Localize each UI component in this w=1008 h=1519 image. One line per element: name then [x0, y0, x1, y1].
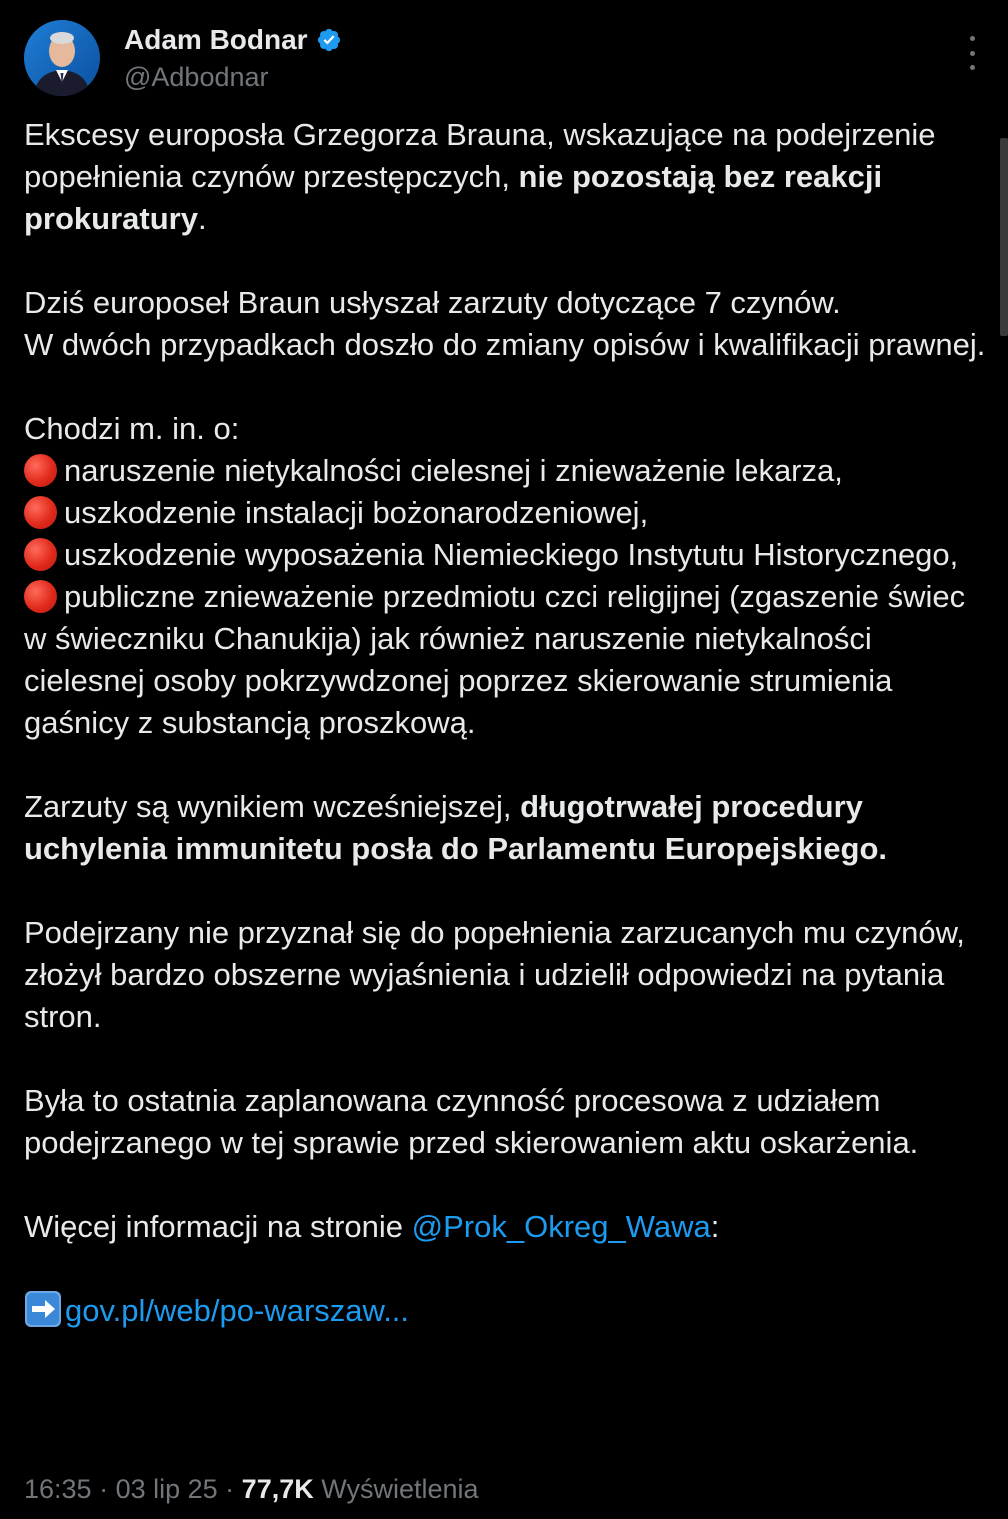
bold-text: nie pozostają bez reakcji prokuratury: [24, 159, 883, 236]
list-intro: Chodzi m. in. o:: [24, 411, 240, 446]
paragraph-4: [24, 786, 990, 870]
mention-link[interactable]: @Prok_Okreg_Wawa: [411, 1209, 711, 1244]
tweet-time[interactable]: 16:35: [24, 1474, 92, 1504]
paragraph-2: [24, 282, 990, 366]
red-circle-icon: [24, 454, 57, 487]
paragraph-text: Ekscesy europosła Grzegorza Brauna, wskazujące na podejrzenie popełnienia czynów przestępczych,: [24, 117, 936, 194]
meta-separator: ·: [91, 1474, 116, 1504]
avatar-image: [24, 20, 100, 96]
list-item: uszkodzenie wyposażenia Niemieckiego Instytutu Historycznego,: [64, 537, 959, 572]
right-arrow-icon: [24, 1290, 62, 1328]
views-label: Wyświetlenia: [313, 1474, 479, 1504]
display-name-row: [124, 22, 342, 58]
more-options-dot: [970, 51, 975, 56]
red-circle-icon: [24, 538, 57, 571]
external-link[interactable]: gov.pl/web/po-warszaw...: [65, 1293, 410, 1328]
list-item: publiczne znieważenie przedmiotu czci religijnej (zgaszenie świec w świeczniku Chanukija) jak również naruszenie nietykalności cielesnej osoby pokrzywdzonej poprzez skierowanie strumienia gaśnicy z substancją proszkową.: [24, 579, 966, 740]
paragraph-text: Zarzuty są wynikiem wcześniejszej,: [24, 789, 521, 824]
paragraph-1: [24, 114, 990, 240]
paragraph-text: Więcej informacji na stronie: [24, 1209, 412, 1244]
author-handle[interactable]: @Adbodnar: [124, 62, 269, 92]
more-options-button[interactable]: [962, 36, 982, 70]
tweet-metadata: [24, 1472, 479, 1506]
more-options-dot: [970, 65, 975, 70]
meta-separator: ·: [217, 1474, 242, 1504]
paragraph-link: [24, 1290, 990, 1332]
scrollbar[interactable]: [1000, 138, 1008, 336]
more-options-icon: [970, 36, 975, 41]
paragraph-line: Dziś europoseł Braun usłyszał zarzuty dotyczące 7 czynów.: [24, 285, 841, 320]
list-item: naruszenie nietykalności cielesnej i znieważenie lekarza,: [64, 453, 843, 488]
list-item: uszkodzenie instalacji bożonarodzeniowej,: [64, 495, 649, 530]
paragraph-end: .: [197, 201, 207, 236]
author-info: [124, 22, 342, 94]
paragraph-7: [24, 1206, 990, 1248]
paragraph-6: Była to ostatnia zaplanowana czynność procesowa z udziałem podejrzanego w tej sprawie przed skierowaniem aktu oskarżenia.: [24, 1083, 919, 1160]
paragraph-line: W dwóch przypadkach doszło do zmiany opisów i kwalifikacji prawnej.: [24, 327, 986, 362]
paragraph-5: Podejrzany nie przyznał się do popełnienia zarzucanych mu czynów, złożył bardzo obszerne wyjaśnienia i udzielił odpowiedzi na pytania stron.: [24, 915, 965, 1034]
tweet-date[interactable]: 03 lip 25: [115, 1474, 218, 1504]
red-circle-icon: [24, 496, 57, 529]
paragraph-end: :: [710, 1209, 720, 1244]
views-count[interactable]: 77,7K: [241, 1474, 314, 1504]
tweet-text: [24, 114, 990, 1374]
avatar[interactable]: [24, 20, 100, 96]
display-name[interactable]: Adam Bodnar: [124, 24, 308, 55]
tweet-header: [24, 20, 984, 100]
verified-badge-icon: [316, 27, 342, 53]
red-circle-icon: [24, 580, 57, 613]
paragraph-3: [24, 408, 990, 744]
bold-text: długotrwałej procedury uchylenia immunitetu posła do Parlamentu Europejskiego.: [24, 789, 888, 866]
